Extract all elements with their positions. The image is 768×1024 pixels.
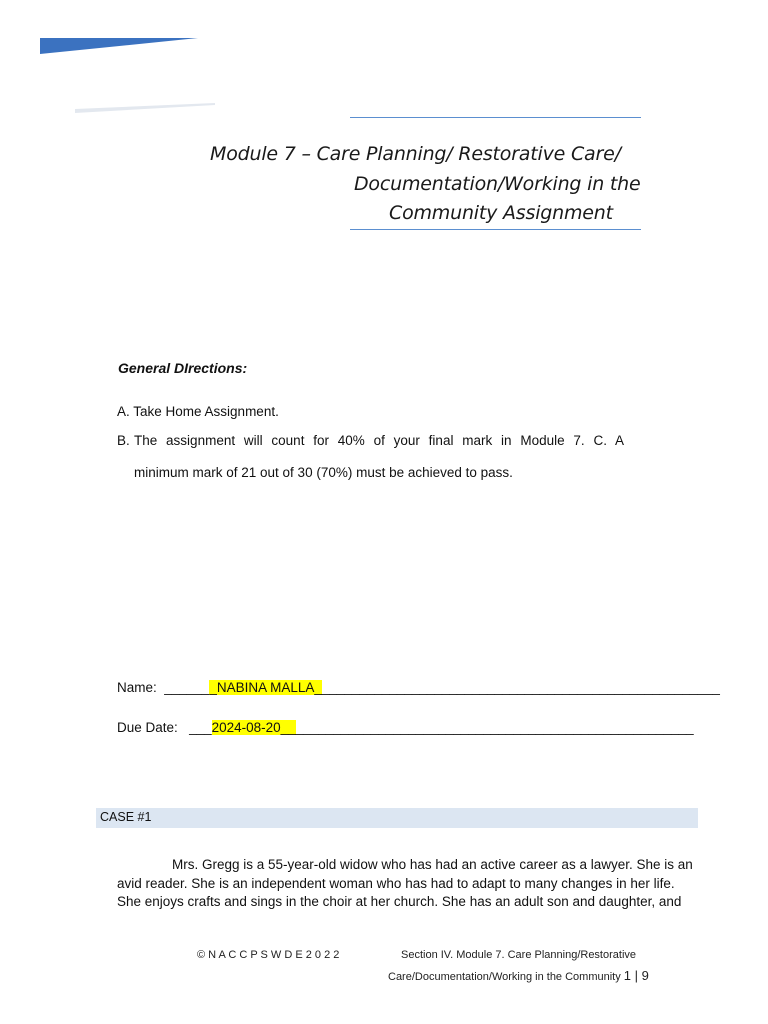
page-title-line-3: Community Assignment [389, 202, 613, 224]
directions-item-b-line-2: minimum mark of 21 out of 30 (70%) must be achieved to pass. [134, 465, 513, 480]
due-date-underline-trail: _____________________________________________________ [295, 720, 694, 735]
name-underline-trail: _____________________________________________________ [321, 680, 720, 695]
page-number: 1 | 9 [623, 968, 649, 983]
logo-stripe [40, 38, 198, 54]
footer-copyright: © N A C C P S W D E 2 0 2 2 [197, 949, 340, 961]
due-date-label: Due Date: [117, 720, 178, 735]
due-date-field [117, 720, 694, 735]
case-label: CASE #1 [100, 810, 152, 824]
page-title-line-2: Documentation/Working in the [354, 173, 641, 195]
directions-item-b-line-1: The assignment will count for 40% of your final mark in Module 7. C. A [134, 433, 624, 448]
footer-section-line-1: Section IV. Module 7. Care Planning/Restorative [401, 949, 637, 961]
name-underline-lead: ______ [164, 680, 210, 695]
due-date-underline-lead: ___ [189, 720, 212, 735]
name-label: Name: [117, 680, 157, 695]
name-field [117, 680, 720, 695]
footer-section-text: Care/Documentation/Working in the Community [388, 971, 621, 983]
case-paragraph-line-3: She enjoys crafts and sings in the choir at her church. She has an adult son and daughter, and [117, 894, 682, 909]
logo-stripe-shape [40, 38, 198, 54]
title-rule-top [350, 117, 641, 118]
logo-faint-mark [75, 101, 215, 115]
case-header-band [96, 808, 698, 828]
directions-heading: General DIrections: [118, 360, 248, 376]
directions-item-a: A. Take Home Assignment. [117, 404, 279, 419]
title-rule-bottom [350, 229, 641, 230]
case-paragraph-line-2: avid reader. She is an independent woman who has had to adapt to many changes in her life. [117, 876, 675, 891]
due-date-value: 2024-08-20__ [211, 720, 296, 735]
case-paragraph-line-1: Mrs. Gregg is a 55-year-old widow who has had an active career as a lawyer. She is an [172, 857, 693, 872]
name-value: _NABINA MALLA_ [209, 680, 322, 695]
page-title-line-1: Module 7 – Care Planning/ Restorative Care/ [210, 143, 621, 165]
directions-item-b-prefix: B. [117, 433, 130, 448]
footer-section-line-2 [388, 968, 649, 983]
